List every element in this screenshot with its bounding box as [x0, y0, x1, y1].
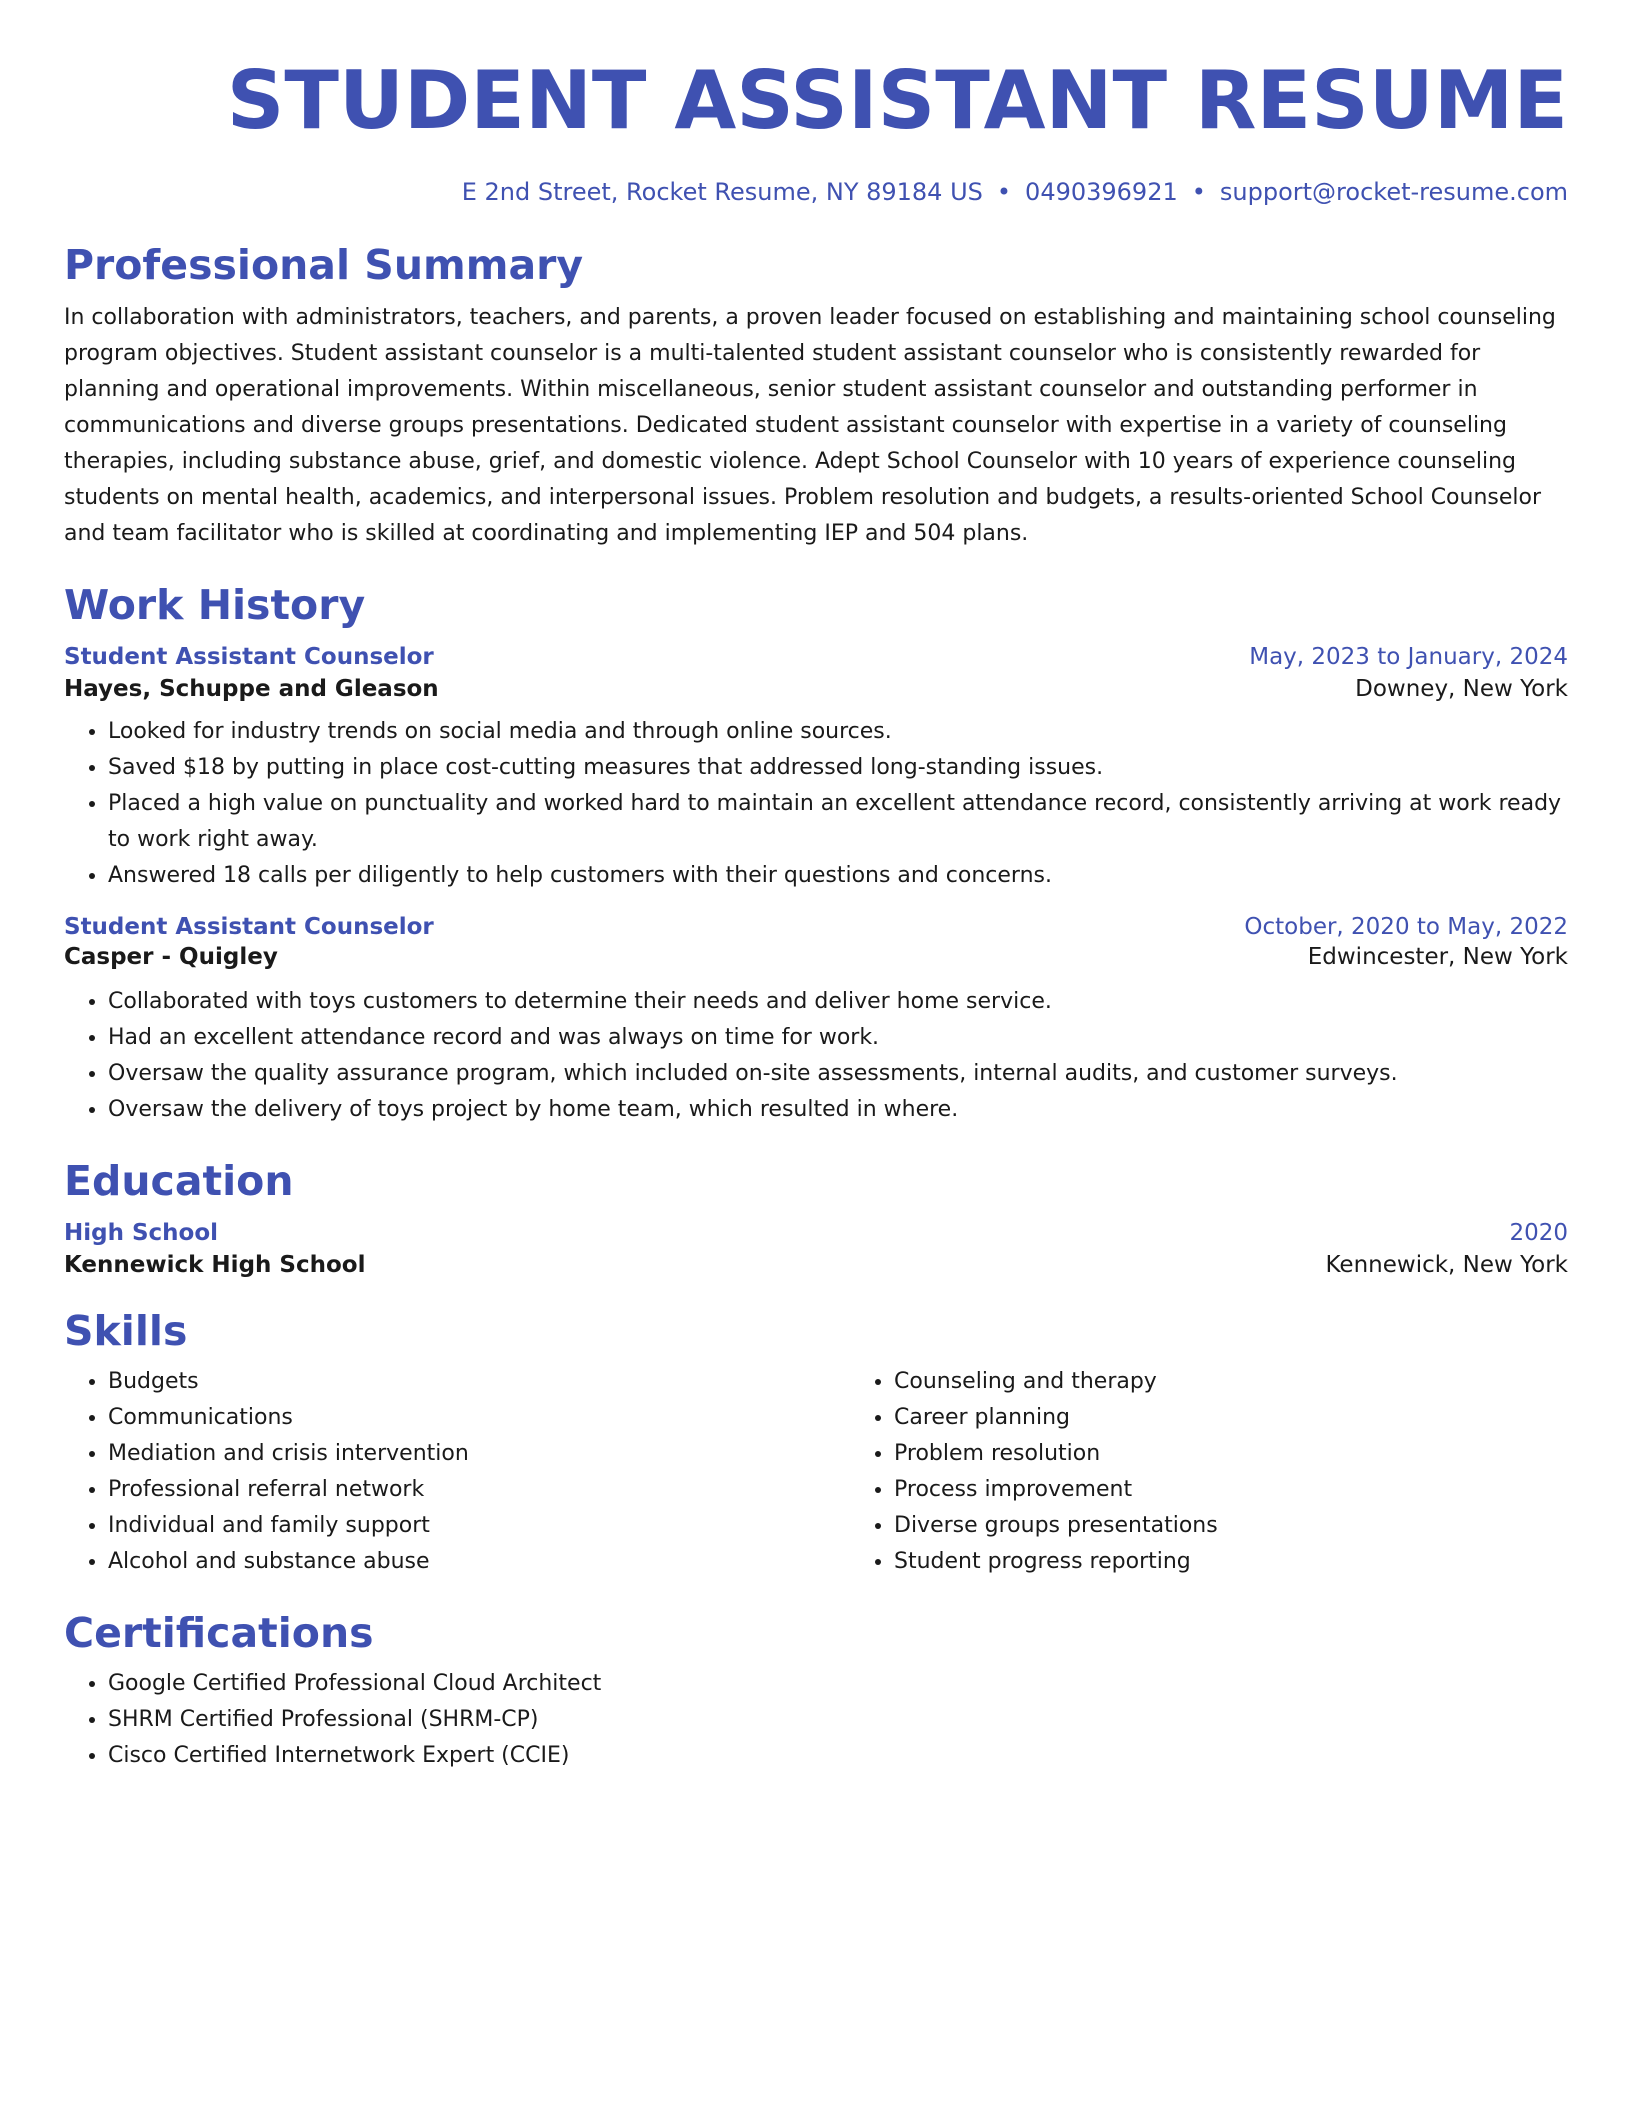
job-subheader	[64, 676, 1568, 702]
job-bullet: • Looked for industry trends on social media and through online sources.	[108, 714, 1568, 750]
job-company: Casper - Quigley	[64, 944, 278, 970]
skill-item: • Professional referral network	[108, 1472, 850, 1508]
contact-line	[64, 178, 1568, 206]
education-year: 2020	[1509, 1220, 1568, 1246]
work-history-heading: Work History	[64, 581, 366, 629]
job-bullet: • Collaborated with toys customers to determine their needs and deliver home service.	[108, 984, 1568, 1020]
job-header	[64, 914, 1568, 940]
resume-page	[64, 0, 1568, 1774]
skill-item: • Counseling and therapy	[894, 1364, 1632, 1400]
job-dates: May, 2023 to January, 2024	[1249, 644, 1568, 670]
contact-separator: •	[996, 178, 1012, 206]
education-entry	[64, 1220, 1568, 1278]
job-bullet: • Oversaw the quality assurance program, which included on-site assessments, internal audits, and customer surveys.	[108, 1056, 1568, 1092]
education-degree: High School	[64, 1220, 219, 1246]
job-location: Downey, New York	[1355, 676, 1568, 702]
contact-email[interactable]: support@rocket-resume.com	[1219, 178, 1568, 206]
skills-heading: Skills	[64, 1307, 188, 1355]
certification-item: • Cisco Certified Internetwork Expert (CCIE)	[108, 1738, 1568, 1774]
skill-item: • Student progress reporting	[894, 1544, 1632, 1580]
skill-item: • Alcohol and substance abuse	[108, 1544, 850, 1580]
skill-item: • Communications	[108, 1400, 850, 1436]
summary-heading: Professional Summary	[64, 241, 584, 289]
certifications-heading: Certifications	[64, 1609, 374, 1657]
summary-text: In collaboration with administrators, teachers, and parents, a proven leader focused on establishing and maintaining school counseling program objectives. Student assistant counselor is a multi-talented student assistant counselor who is consistently rewarded for planning and operational improvements. Within miscellaneous, senior student assistant counselor and outstanding performer in communications and diverse groups presentations. Dedicated student assistant counselor with expertise in a variety of counseling therapies, including substance abuse, grief, and domestic violence. Adept School Counselor with 10 years of experience counseling students on mental health, academics, and interpersonal issues. Problem resolution and budgets, a results-oriented School Counselor and team facilitator who is skilled at coordinating and implementing IEP and 504 plans.	[64, 305, 1556, 546]
resume-title: STUDENT ASSISTANT RESUME	[226, 54, 1568, 147]
certifications-list	[64, 1666, 1568, 1774]
skill-item: • Career planning	[894, 1400, 1632, 1436]
education-subheader	[64, 1252, 1568, 1278]
skill-item: • Problem resolution	[894, 1436, 1632, 1472]
skill-item: • Mediation and crisis intervention	[108, 1436, 850, 1472]
skills-columns	[64, 1364, 1568, 1580]
education-school: Kennewick High School	[64, 1252, 366, 1278]
job-bullet: • Answered 18 calls per diligently to help customers with their questions and concerns.	[108, 858, 1568, 894]
job-title: Student Assistant Counselor	[64, 644, 434, 670]
job-location: Edwincester, New York	[1307, 944, 1568, 970]
certification-item: • Google Certified Professional Cloud Architect	[108, 1666, 1568, 1702]
job-bullet: • Oversaw the delivery of toys project by home team, which resulted in where.	[108, 1092, 1568, 1128]
education-heading: Education	[64, 1157, 294, 1205]
job-bullets	[64, 984, 1568, 1128]
job-bullets	[64, 714, 1568, 894]
education-location: Kennewick, New York	[1325, 1252, 1568, 1278]
contact-separator: •	[1191, 178, 1206, 206]
job-subheader	[64, 944, 1568, 970]
skill-item: • Process improvement	[894, 1472, 1632, 1508]
skills-list-right	[850, 1364, 1632, 1580]
skill-item: • Diverse groups presentations	[894, 1508, 1632, 1544]
job-company: Hayes, Schuppe and Gleason	[64, 676, 439, 702]
contact-address: E 2nd Street, Rocket Resume, NY 89184 US	[461, 178, 983, 206]
skill-item: • Budgets	[108, 1364, 850, 1400]
education-header	[64, 1220, 1568, 1246]
skills-list-left	[64, 1364, 850, 1580]
job-bullet: • Saved $18 by putting in place cost-cutting measures that addressed long-standing issues.	[108, 750, 1568, 786]
certification-item: • SHRM Certified Professional (SHRM-CP)	[108, 1702, 1568, 1738]
job-header	[64, 644, 1568, 670]
job-title: Student Assistant Counselor	[64, 914, 434, 940]
job-entry	[64, 644, 1568, 894]
contact-phone: 0490396921	[1025, 178, 1178, 206]
job-bullet: • Placed a high value on punctuality and worked hard to maintain an excellent attendance record, consistently arriving at work ready to work right away.	[108, 786, 1568, 858]
skill-item: • Individual and family support	[108, 1508, 850, 1544]
job-dates: October, 2020 to May, 2022	[1244, 914, 1568, 940]
job-entry	[64, 914, 1568, 1128]
job-bullet: • Had an excellent attendance record and was always on time for work.	[108, 1020, 1568, 1056]
